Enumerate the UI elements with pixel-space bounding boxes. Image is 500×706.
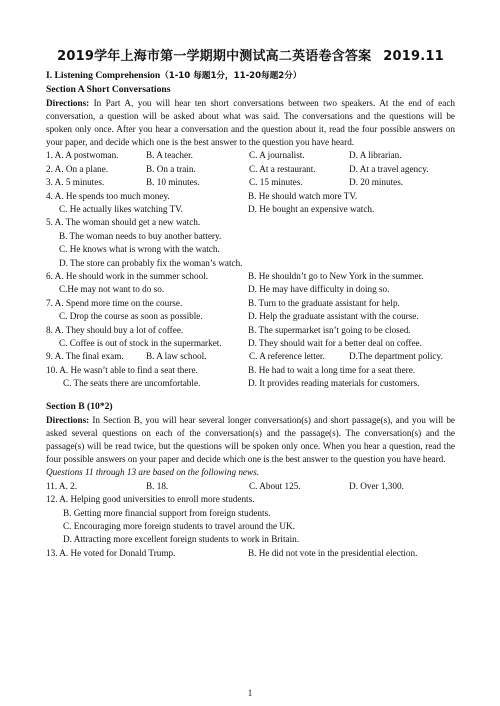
option: D. He bought an expensive watch.	[248, 203, 375, 214]
document-title	[46, 50, 455, 63]
option: B. On a train.	[146, 163, 196, 174]
option: D. 20 minutes.	[349, 177, 404, 188]
part-points: （1-10 每题1分，11-20每题2分）	[160, 71, 302, 82]
question-2	[46, 163, 455, 176]
option: C.He may not want to do so.	[59, 284, 165, 295]
question-13	[46, 547, 455, 560]
directions-label: Directions:	[46, 414, 90, 425]
option: B. The woman needs to buy another battery.	[59, 230, 222, 241]
option: D. They should wait for a better deal on coffee.	[248, 337, 422, 348]
option: B. Getting more financial support from foreign students.	[63, 507, 271, 518]
option: C. He knows what is wrong with the watch.	[59, 244, 220, 255]
option: B. Turn to the graduate assistant for help.	[248, 297, 400, 308]
option: 4. A. He spends too much money.	[46, 190, 170, 201]
section-a-directions	[46, 97, 455, 150]
option: C. 15 minutes.	[249, 177, 303, 188]
part-heading	[46, 69, 455, 83]
option: D. Attracting more excellent foreign students to work in Britain.	[63, 534, 300, 545]
question-10	[46, 364, 455, 391]
title-date: 2019.11	[383, 49, 444, 64]
directions-text: In Part A, you will hear ten short conversations between two speakers. At the end of each conversation, a question will be asked about what was said. The conversations and the questions will be spoken only once. After you hear a conversation and the question about it, read the four possible answers on your paper, and decide which one is the best answer to the question you have heard.	[46, 97, 455, 148]
option: B. He had to wait a long time for a seat there.	[248, 364, 416, 375]
question-3	[46, 176, 455, 189]
question-8	[46, 324, 455, 351]
option: 12. A. Helping good universities to enroll more students.	[46, 494, 255, 505]
option: B. He did not vote in the presidential election.	[248, 547, 418, 558]
option: D. Over 1,300.	[349, 480, 404, 491]
option: C. About 125.	[249, 480, 301, 491]
option: B. 18.	[146, 480, 169, 491]
option: 8. A. They should buy a lot of coffee.	[46, 324, 184, 335]
part-heading-text: I. Listening Comprehension	[46, 70, 161, 82]
page-number: 1	[247, 687, 253, 698]
option: C. He actually likes watching TV.	[59, 203, 183, 214]
option: B. 10 minutes.	[146, 177, 200, 188]
option: 11. A. 2.	[46, 480, 78, 491]
section-b-heading: Section B (10*2)	[46, 401, 113, 413]
question-4	[46, 190, 455, 217]
question-11	[46, 480, 455, 493]
option: 6. A. He should work in the summer school.	[46, 270, 209, 281]
title-text: 2019学年上海市第一学期期中测试高二英语卷含答案	[57, 49, 372, 64]
question-5	[46, 216, 455, 270]
option: 3. A. 5 minutes.	[46, 177, 105, 188]
section-a-heading: Section A Short Conversations	[46, 84, 171, 96]
option: 5. A. The woman should get a new watch.	[46, 217, 201, 228]
option: C. Coffee is out of stock in the supermarket.	[59, 337, 222, 348]
option: B. He should watch more TV.	[248, 190, 358, 201]
question-9	[46, 350, 455, 363]
questions-note: Questions 11 through 13 are based on the following news.	[46, 467, 260, 478]
option: C. At a restaurant.	[249, 163, 316, 174]
option: D. At a travel agency.	[349, 163, 429, 174]
option: D.The department policy.	[349, 351, 443, 362]
option: B. The supermarket isn’t going to be closed.	[248, 324, 411, 335]
option: B. He shouldn’t go to New York in the summer.	[248, 270, 424, 281]
option: 7. A. Spend more time on the course.	[46, 297, 183, 308]
option: C. A reference letter.	[249, 351, 325, 362]
option: D. He may have difficulty in doing so.	[248, 284, 390, 295]
option: 1. A. A postwoman.	[46, 150, 119, 161]
option: 2. A. On a plane.	[46, 163, 109, 174]
option: D. Help the graduate assistant with the course.	[248, 311, 419, 322]
directions-label: Directions:	[46, 97, 90, 108]
option: 10. A. He wasn’t able to find a seat there.	[46, 364, 198, 375]
option: D. A librarian.	[349, 150, 402, 161]
question-1	[46, 149, 455, 162]
option: B. A teacher.	[146, 150, 193, 161]
option: C. The seats there are uncomfortable.	[63, 378, 201, 389]
question-12	[46, 493, 455, 547]
directions-text: In Section B, you will hear several longer conversation(s) and short passage(s), and you will be asked several questions on each of the conversation(s) and the passage(s). The conversation(s) and the passage(s) will be read twice, but the questions will be spoken only once. When you hear a question, read the four possible answers on your paper and decide which one is the best answer to the question you have heard.	[46, 414, 455, 465]
question-7	[46, 297, 455, 324]
option: C. Encouraging more foreign students to travel around the UK.	[63, 521, 295, 532]
section-b-directions	[46, 414, 455, 467]
option: C. Drop the course as soon as possible.	[59, 311, 203, 322]
option: C. A journalist.	[249, 150, 305, 161]
option: D. The store can probably fix the woman’s watch.	[59, 257, 243, 268]
option: B. A law school.	[146, 351, 207, 362]
question-6	[46, 270, 455, 297]
option: 13. A. He voted for Donald Trump.	[46, 547, 176, 558]
option: 9. A. The final exam.	[46, 351, 124, 362]
option: D. It provides reading materials for customers.	[248, 378, 420, 389]
